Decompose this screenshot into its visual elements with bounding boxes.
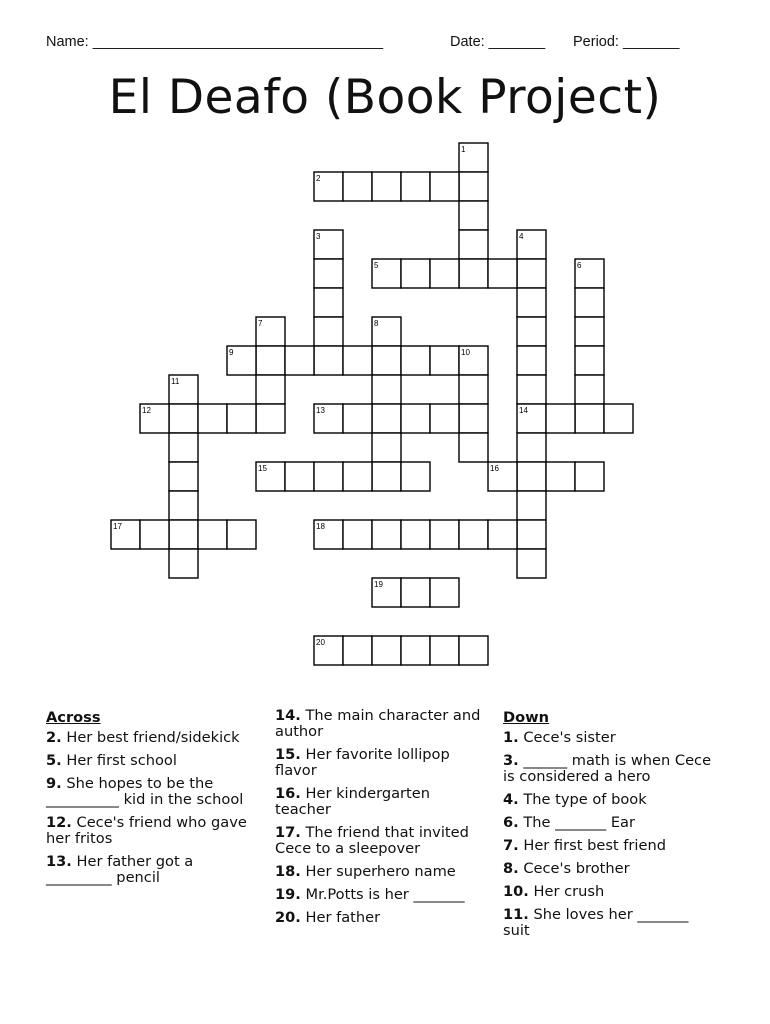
grid-cell[interactable] — [401, 636, 430, 665]
cell-number: 11 — [171, 377, 180, 386]
grid-cell[interactable] — [401, 259, 430, 288]
cell-number: 18 — [316, 522, 325, 531]
grid-cell[interactable] — [314, 346, 343, 375]
clue-text: Cece's brother — [518, 860, 630, 877]
clue-number: 3. — [503, 752, 519, 769]
grid-cell[interactable] — [517, 491, 546, 520]
clue-number: 18. — [275, 863, 301, 880]
clue-number: 20. — [275, 909, 301, 926]
grid-cell[interactable] — [227, 404, 256, 433]
clue-text: Her superhero name — [300, 863, 456, 880]
grid-cell[interactable] — [285, 462, 314, 491]
clue-text: Her favorite lollipop flavor — [275, 746, 450, 779]
grid-cell[interactable] — [459, 433, 488, 462]
clue-number: 15. — [275, 746, 301, 763]
clue-number: 10. — [503, 883, 529, 900]
cell-number: 1 — [461, 145, 466, 154]
grid-cell[interactable] — [169, 404, 198, 433]
cell-number: 15 — [258, 464, 267, 473]
grid-cell[interactable] — [372, 636, 401, 665]
clue-item — [503, 861, 713, 877]
grid-cell[interactable] — [314, 259, 343, 288]
clue-item — [503, 730, 713, 746]
grid-cell[interactable] — [198, 520, 227, 549]
cell-number: 3 — [316, 232, 321, 241]
grid-cell[interactable] — [285, 346, 314, 375]
grid-cell[interactable] — [198, 404, 227, 433]
grid-cell[interactable] — [517, 462, 546, 491]
across-heading: Across — [46, 709, 101, 726]
grid-cell[interactable] — [169, 433, 198, 462]
grid-cell[interactable] — [517, 433, 546, 462]
grid-cell[interactable] — [430, 259, 459, 288]
clue-number: 17. — [275, 824, 301, 841]
clue-number: 14. — [275, 707, 301, 724]
grid-cell[interactable] — [372, 375, 401, 404]
grid-cell[interactable] — [401, 520, 430, 549]
cell-number: 10 — [461, 348, 470, 357]
grid-cell[interactable] — [169, 491, 198, 520]
grid-cell[interactable] — [488, 259, 517, 288]
clue-number: 11. — [503, 906, 529, 923]
clue-item — [275, 864, 490, 880]
cell-number: 20 — [316, 638, 325, 647]
grid-cell[interactable] — [372, 404, 401, 433]
cell-number: 8 — [374, 319, 379, 328]
cell-number: 7 — [258, 319, 263, 328]
cell-number: 17 — [113, 522, 122, 531]
period-field[interactable]: Period: _______ — [573, 34, 680, 50]
grid-cell[interactable] — [517, 317, 546, 346]
grid-cell[interactable] — [517, 346, 546, 375]
clue-text: Cece's friend who gave her fritos — [46, 814, 247, 847]
date-field[interactable]: Date: _______ — [450, 34, 546, 50]
clue-number: 1. — [503, 729, 519, 746]
grid-cell[interactable] — [430, 636, 459, 665]
grid-cell[interactable] — [517, 520, 546, 549]
grid-cell[interactable] — [459, 520, 488, 549]
grid-cell[interactable] — [343, 346, 372, 375]
clue-item — [275, 786, 490, 818]
grid-cell[interactable] — [517, 259, 546, 288]
cell-number: 6 — [577, 261, 582, 270]
grid-cell[interactable] — [169, 462, 198, 491]
grid-cell[interactable] — [430, 172, 459, 201]
clue-number: 12. — [46, 814, 72, 831]
clue-number: 9. — [46, 775, 62, 792]
grid-cell[interactable] — [517, 288, 546, 317]
clue-text: Cece's sister — [518, 729, 616, 746]
page-title: El Deafo (Book Project) — [108, 70, 662, 125]
grid-cell[interactable] — [169, 549, 198, 578]
clue-text: She loves her _______ suit — [503, 906, 689, 939]
grid-cell[interactable] — [227, 520, 256, 549]
clue-text: The _______ Ear — [518, 814, 636, 831]
grid-cell[interactable] — [575, 288, 604, 317]
grid-cell[interactable] — [459, 172, 488, 201]
clue-number: 8. — [503, 860, 519, 877]
clue-text: Her crush — [528, 883, 605, 900]
grid-cell[interactable] — [459, 404, 488, 433]
grid-cell[interactable] — [256, 375, 285, 404]
clue-number: 4. — [503, 791, 519, 808]
grid-cell[interactable] — [575, 404, 604, 433]
clue-number: 6. — [503, 814, 519, 831]
grid-cell[interactable] — [517, 375, 546, 404]
grid-cell[interactable] — [372, 433, 401, 462]
grid-cell[interactable] — [575, 375, 604, 404]
grid-cell[interactable] — [314, 288, 343, 317]
cell-number: 2 — [316, 174, 321, 183]
grid-cell[interactable] — [343, 462, 372, 491]
cell-number: 12 — [142, 406, 151, 415]
clue-item — [46, 776, 256, 808]
down-heading: Down — [503, 709, 550, 726]
grid-cell[interactable] — [343, 404, 372, 433]
clue-item — [46, 753, 256, 769]
clue-number: 13. — [46, 853, 72, 870]
clue-number: 16. — [275, 785, 301, 802]
grid-cell[interactable] — [459, 230, 488, 259]
clue-text: Her best friend/sidekick — [61, 729, 240, 746]
grid-cell[interactable] — [343, 520, 372, 549]
grid-cell[interactable] — [459, 375, 488, 404]
grid-cell[interactable] — [401, 404, 430, 433]
grid-cell[interactable] — [372, 520, 401, 549]
clue-text: Her kindergarten teacher — [275, 785, 430, 818]
grid-cell[interactable] — [459, 201, 488, 230]
name-field[interactable]: Name: ____________________________________ — [46, 34, 384, 50]
grid-cell[interactable] — [575, 462, 604, 491]
grid-cell[interactable] — [314, 317, 343, 346]
across-clues-column-2 — [275, 708, 490, 933]
grid-cell[interactable] — [343, 636, 372, 665]
grid-cell[interactable] — [546, 462, 575, 491]
grid-cell[interactable] — [372, 462, 401, 491]
grid-cell[interactable] — [372, 346, 401, 375]
clue-item — [46, 854, 256, 886]
grid-cell[interactable] — [256, 346, 285, 375]
cell-number: 19 — [374, 580, 383, 589]
clue-text: Her first best friend — [518, 837, 666, 854]
clue-item — [275, 708, 490, 740]
grid-cell[interactable] — [604, 404, 633, 433]
clue-item — [275, 910, 490, 926]
across-clues-column — [46, 708, 256, 893]
clue-item — [503, 753, 713, 785]
grid-cell[interactable] — [575, 346, 604, 375]
clue-number: 5. — [46, 752, 62, 769]
clue-number: 2. — [46, 729, 62, 746]
grid-cell[interactable] — [430, 346, 459, 375]
clue-text: Mr.Potts is her _______ — [300, 886, 465, 903]
grid-cell[interactable] — [575, 317, 604, 346]
clue-item — [503, 815, 713, 831]
grid-cell[interactable] — [517, 549, 546, 578]
clue-item — [503, 907, 713, 939]
clue-item — [275, 825, 490, 857]
grid-cell[interactable] — [169, 520, 198, 549]
grid-cell[interactable] — [314, 462, 343, 491]
clue-item — [503, 884, 713, 900]
clue-text: The main character and author — [275, 707, 481, 740]
clue-text: She hopes to be the __________ kid in the school — [46, 775, 244, 808]
grid-cell[interactable] — [459, 259, 488, 288]
clue-number: 7. — [503, 837, 519, 854]
clue-item — [275, 887, 490, 903]
down-clues-column — [503, 708, 713, 946]
clue-number: 19. — [275, 886, 301, 903]
cell-number: 4 — [519, 232, 524, 241]
clue-text: Her father got a _________ pencil — [46, 853, 194, 886]
grid-cell[interactable] — [401, 172, 430, 201]
cell-number: 5 — [374, 261, 379, 270]
clue-text: The friend that invited Cece to a sleepover — [275, 824, 469, 857]
grid-cell[interactable] — [401, 462, 430, 491]
cell-number: 16 — [490, 464, 499, 473]
clue-text: Her first school — [61, 752, 177, 769]
grid-cell[interactable] — [430, 578, 459, 607]
grid-cell[interactable] — [343, 172, 372, 201]
grid-cell[interactable] — [430, 520, 459, 549]
clue-text: The type of book — [518, 791, 647, 808]
cell-number: 13 — [316, 406, 325, 415]
grid-cell[interactable] — [140, 520, 169, 549]
grid-cell[interactable] — [401, 578, 430, 607]
grid-cell[interactable] — [459, 636, 488, 665]
grid-cell[interactable] — [546, 404, 575, 433]
clue-text: Her father — [300, 909, 381, 926]
clue-item — [46, 730, 256, 746]
grid-cell[interactable] — [372, 172, 401, 201]
grid-cell[interactable] — [430, 404, 459, 433]
grid-cell[interactable] — [401, 346, 430, 375]
clue-item — [503, 838, 713, 854]
cell-number: 9 — [229, 348, 234, 357]
clue-item — [503, 792, 713, 808]
clue-text: ______ math is when Cece is considered a hero — [503, 752, 712, 785]
clue-item — [275, 747, 490, 779]
clue-item — [46, 815, 256, 847]
cell-number: 14 — [519, 406, 528, 415]
grid-cell[interactable] — [256, 404, 285, 433]
grid-cell[interactable] — [488, 520, 517, 549]
